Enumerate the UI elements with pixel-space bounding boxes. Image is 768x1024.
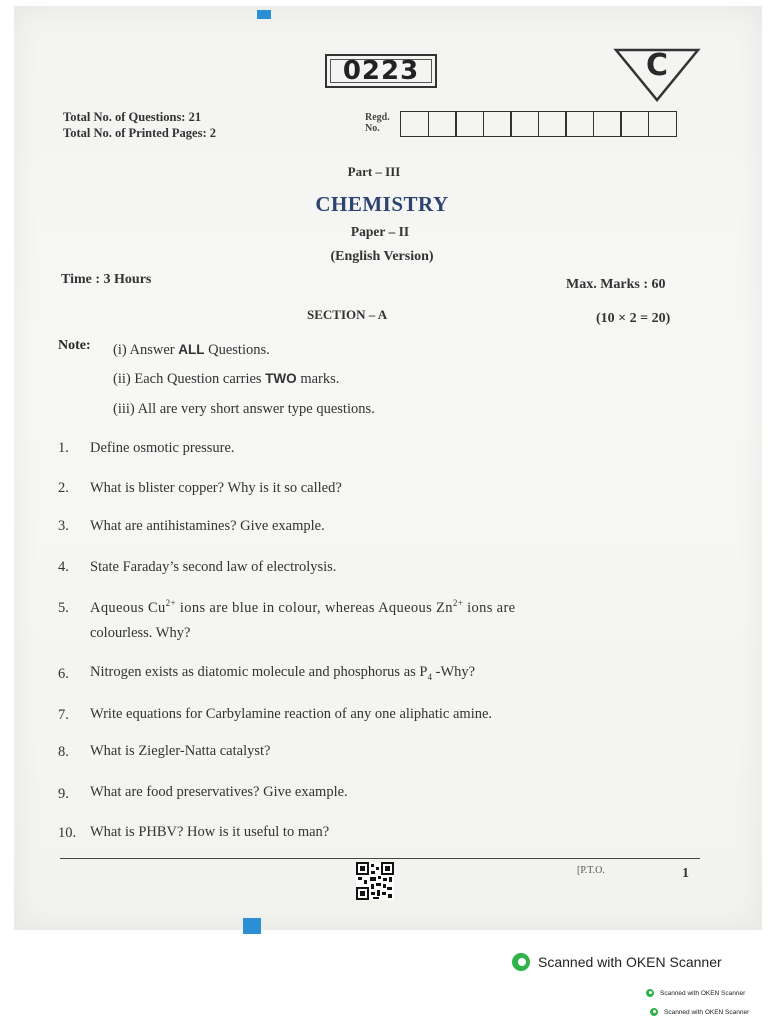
scanner-watermark-text: Scanned with OKEN Scanner — [538, 954, 722, 970]
question-number: 1. — [58, 440, 69, 456]
question-text: Write equations for Carbylamine reaction of any one aliphatic amine. — [90, 706, 493, 722]
question-number: 9. — [58, 786, 69, 802]
set-letter: C — [645, 48, 669, 83]
question-number: 3. — [58, 518, 69, 534]
scanner-watermark-text: Scanned with OKEN Scanner — [660, 989, 746, 997]
question-number: 6. — [58, 666, 69, 682]
question-text: What is PHBV? How is it useful to man? — [90, 824, 330, 840]
part-label: Part – III — [347, 164, 401, 179]
note-label: Note: — [58, 338, 91, 353]
question-text: Aqueous $Cu^{2+}$ ions are blue in colour, whereas Aqueous $Zn^{2+}$ ions are — [90, 598, 516, 616]
regd-box — [428, 111, 457, 137]
regd-box — [648, 111, 677, 137]
regd-box — [593, 111, 622, 137]
version-label: (English Version) — [330, 249, 434, 264]
question-text-continued: colourless. Why? — [90, 625, 191, 641]
regd-box — [483, 111, 512, 137]
scanner-watermark-small — [646, 989, 745, 997]
question-number: 4. — [58, 559, 69, 575]
max-marks: Max. Marks : 60 — [566, 277, 666, 292]
footer-rule — [60, 858, 700, 859]
regd-box — [538, 111, 567, 137]
page-number: 1 — [682, 866, 689, 881]
regd-box — [400, 111, 429, 137]
oken-logo-icon — [512, 953, 530, 971]
question-text: Nitrogen exists as diatomic molecule and phosphorus as $P_4$ -Why? — [90, 664, 476, 682]
question-text: Define osmotic pressure. — [90, 440, 235, 456]
question-text: State Faraday’s second law of electrolysis. — [90, 559, 337, 575]
total-questions: Total No. of Questions: 21 — [63, 110, 202, 124]
question-text: What is Ziegler-Natta catalyst? — [90, 743, 271, 759]
note-item-i: (i) Answer ALL Questions. — [113, 342, 270, 358]
scanner-watermark-text: Scanned with OKEN Scanner — [664, 1008, 750, 1016]
paper-code: 0223 — [342, 56, 420, 86]
regd-no-boxes — [400, 111, 675, 137]
question-number: 7. — [58, 707, 69, 723]
qr-code-icon — [356, 862, 394, 900]
tape-mark-top — [257, 10, 271, 19]
paper-number: Paper – II — [350, 224, 410, 239]
total-pages: Total No. of Printed Pages: 2 — [63, 126, 216, 140]
scanner-watermark-small — [650, 1008, 749, 1016]
note-item-iii: (iii) All are very short answer type questions. — [113, 401, 375, 417]
regd-no-label: Regd. No. — [365, 112, 390, 134]
question-text: What are food preservatives? Give example. — [90, 784, 348, 800]
paper-code-box — [325, 54, 437, 88]
subject-title: CHEMISTRY — [315, 192, 449, 216]
pto-label: [P.T.O. — [577, 865, 605, 876]
time-allowed: Time : 3 Hours — [61, 272, 152, 287]
oken-logo-icon — [646, 989, 654, 997]
question-number: 8. — [58, 744, 69, 760]
section-marks: (10 × 2 = 20) — [596, 311, 671, 326]
regd-box — [455, 111, 484, 137]
question-text: What are antihistamines? Give example. — [90, 518, 325, 534]
question-number: 5. — [58, 600, 69, 616]
tape-mark-bottom — [243, 918, 261, 934]
question-number: 10. — [58, 825, 77, 841]
regd-box — [565, 111, 594, 137]
regd-box — [510, 111, 539, 137]
note-item-ii: (ii) Each Question carries TWO marks. — [113, 371, 340, 387]
question-number: 2. — [58, 480, 69, 496]
section-heading: SECTION – A — [307, 307, 388, 322]
oken-logo-icon — [650, 1008, 658, 1016]
scanner-watermark — [512, 953, 722, 971]
question-text: What is blister copper? Why is it so called? — [90, 480, 342, 496]
regd-box — [620, 111, 649, 137]
